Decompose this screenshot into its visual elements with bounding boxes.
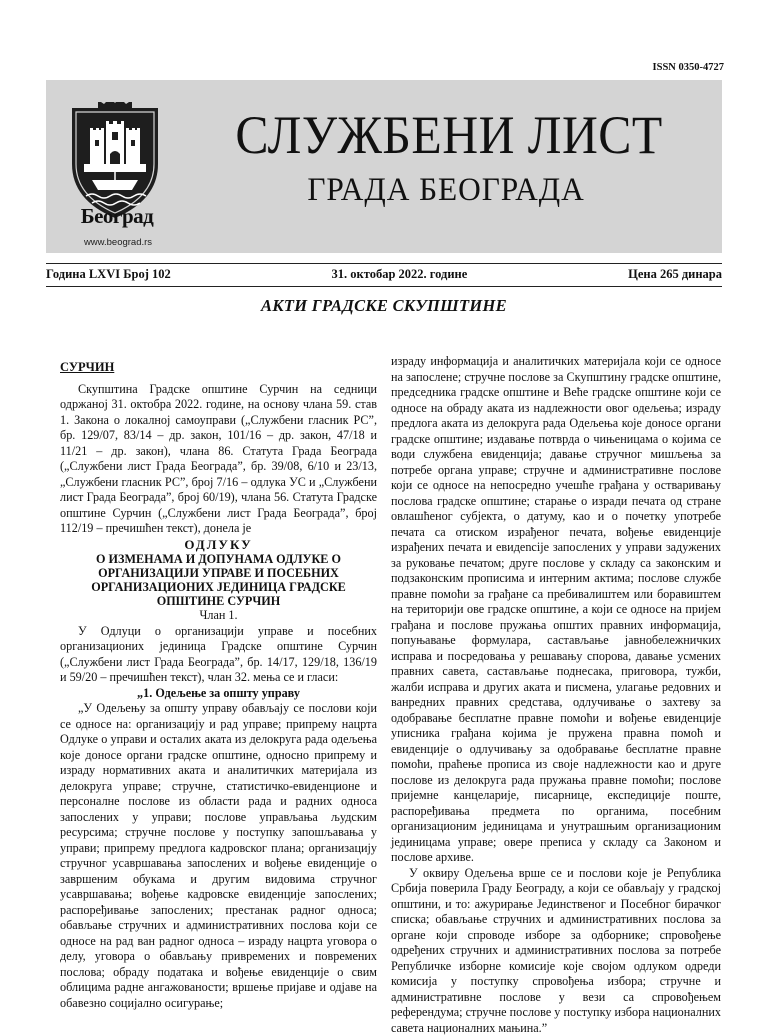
issn-number: ISSN 0350-4727 [653, 62, 724, 73]
crest-wordmark: Београд [68, 204, 166, 229]
continued-paragraph: израду информација и аналитичких материјала који се односе на запослене; стручне послове за Скупштину градске општине, председника градске општине и Веће градске општине који се односе на обраду аката из надлежности овог одељења; израду предлога аката из делокруга рада Одељења које доносе органи градске општине; издавање потврда о чињеницама о којима се води службена евиденција; давање стручног мишљења за потребе органа управе; стручне и административне послове који се односе на непосредно учешће грађана у остваривању послова градске општине; старање о изради печата од стране овлашћеног субјекта, о датуму, као и о почетку употребе печата са отиском израђеног печата, вођење евиденције израђених печата и евидencije запослених у управи задужених за руковање печатом; друге послове у складу са законским и подзаконским прописима и интерним актима; послове службе правне помоћи за грађане са пребивалиштем или боравиштем на територији ове градске општине, а који се односе на пријем грађана и послове пружања општих правних информација, попуњавање формулара, састављање јавнобележничких исправа и посредовања у решавању спорова, давање усмених правних савета, састављање поднесака, приговора, тужби, жалби исправа и других аката и писмена, улагање редовних и ванредних правних средстава, одлучивање о захтеву за одобравање бесплатне правне помоћи и вођење евиденције уписника грађана којима је пружена правна помоћ и евиденције о одлучивању за одобравање бесплатне правне помоћи, праћење прописа из своје надлежности као и друге послове из делокруга рада пружања правне помоћи; послове пријемне канцеларије, писарнице, експедиције поште, распоређивања предмета по органима, посебним организационим јединицама и унутрашњим организационим јединицама управе; овере преписа у складу са Законом и послове архиве. [391, 354, 721, 866]
delegated-tasks-paragraph: У оквиру Одељења врше се и послови које је Република Србија поверила Граду Београду, а који се обављају у градској општини, и то: ажурирање Јединственог и Посебног бирачког списка; обављање стручних и административних послова за органе који спроводе изборе за одборнике; спровођење одређених стручних и административних послова за потребе Републичке изборне комисије које својом одлуком одреди комисија у поступку спровођења избора; стручне и административне послове у вези са спровођењем референдума; стручне послове у поступку избора националних савета националних мањина.” [391, 866, 721, 1036]
issue-date: 31. октобар 2022. године [332, 267, 468, 283]
article-heading: Члан 1. [60, 608, 377, 624]
publication-title: СЛУЖБЕНИ ЛИСТ [214, 106, 683, 164]
right-column [391, 354, 721, 1036]
body-paragraph: „У Одељењу за општу управу обављају се послови који се односе на: организацију и рад управе; припрему нацрта Одлуке о управи и осталих аката из делокруга рада одељења које доносе органи градске општине, односно припрему и израду нормативних аката и аналитичких материјала из делокруга управе; стручне, статистичко-евиденционе и персоналне послове из области рада и радних односа запослених у управи; послове управљања људским ресурсима; стручне послове у поступку запошљавања у управи; припрему предлога кадровског плана; организацију стручног усавршавања запослених и вођење евиденције о завршеним обукама и другим видовима стручног усавршавања; вођење кадровске евиденције запослених; распоређивање запослених; престанак радног односа; обављање стручних и административних послова који се односе на рад ван радног односа – израду нацрта уговора о делу, уговора о обављању привремених и повремених послова; обраду података и вођење евиденције о свим облицима радне ангажованости; вршење пријаве и одјаве на обавезно социјално осигурање; [60, 701, 377, 1011]
municipality-heading: СУРЧИН [60, 360, 377, 376]
decision-subject: О ИЗМЕНАМА И ДОПУНАМА ОДЛУКЕ О ОРГАНИЗАЦИЈИ УПРАВЕ И ПОСЕБНИХ ОРГАНИЗАЦИОНИХ ЈЕДИНИЦА ГРАДСКЕ ОПШТИНЕ СУРЧИН [60, 552, 377, 608]
issue-price: Цена 265 динара [628, 267, 722, 283]
left-column [60, 354, 377, 1011]
preamble-paragraph: Скупштина Градске општине Сурчин на седници одржаној 31. октобра 2022. године, на основу члана 59. став 1. Закона о локалној самоуправи („Службени гласник РС”, бр. 129/07, 83/14 – др. закон, 101/16 – др. закон, 47/18 и 11/21 – др. закон), члана 86. Статута Града Београда („Службени лист Града Београда”, бр. 39/08, 6/10 и 23/13, „Службени гласник РС”, број 7/16 – одлука УС и „Службени лист Града Београда”, број 60/19), члана 56. Статута Градске општине Сурчин („Службени лист Града Београда”, број 112/19 – пречишћен текст), донела је [60, 382, 377, 537]
article-paragraph: У Одлуци о организацији управе и посебних организационих јединица Градске општине Сурчин („Службени лист Града Београда”, бр. 14/17, 129/18, 136/19 и 59/20 – пречишћен текст), члан 32. мења се и гласи: [60, 624, 377, 686]
issue-info-bar [46, 267, 722, 283]
top-rule [46, 263, 722, 264]
publication-subtitle: ГРАДА БЕОГРАДА [237, 172, 655, 208]
crest-url: www.beograd.rs [68, 237, 168, 248]
section-title: АКТИ ГРАДСКЕ СКУПШТИНЕ [46, 296, 722, 316]
masthead [46, 80, 722, 253]
bottom-rule [46, 286, 722, 287]
department-subheading: „1. Одељење за општу управу [60, 686, 377, 702]
decision-heading: ОДЛУКУ [60, 537, 377, 553]
issue-year-number: Година LXVI Број 102 [46, 267, 171, 283]
